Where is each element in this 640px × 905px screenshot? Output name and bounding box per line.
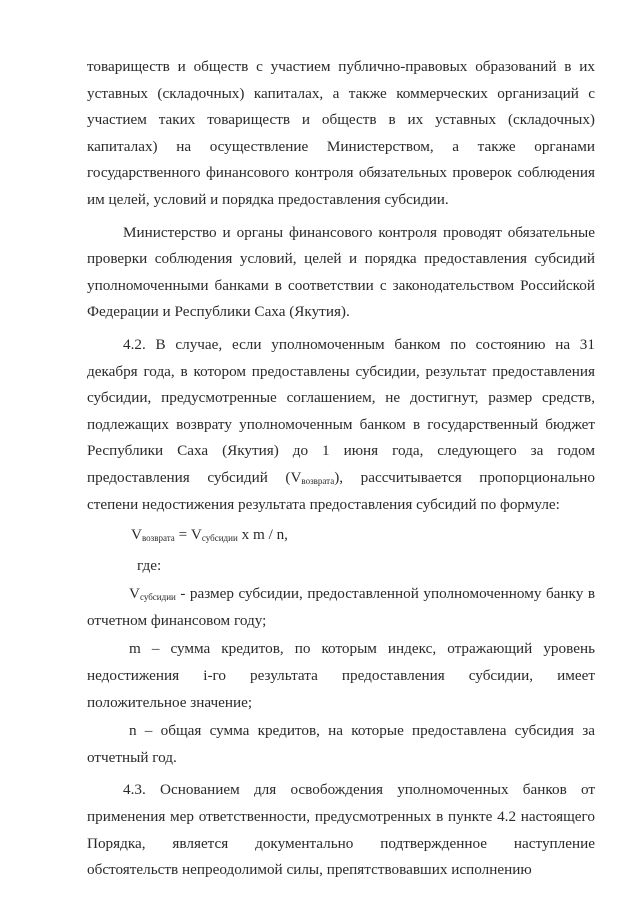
formula-subscript-subsidy: субсидии — [201, 533, 238, 544]
formula-tail: x m / n, — [237, 526, 288, 544]
definition-v-text: - размер субсидии, предоставленной уполномоченному банку в отчетном финансовом году; — [87, 585, 595, 629]
definition-v-symbol: V — [129, 585, 140, 603]
formula — [87, 522, 595, 549]
formula-where-label: где: — [137, 556, 162, 574]
definition-n: n – общая сумма кредитов, на которые предоставлена субсидия за отчетный год. — [87, 722, 595, 766]
formula-subscript-return: возврата — [141, 533, 175, 544]
definition-v-subscript: субсидии — [139, 592, 176, 603]
paragraph-4-2 — [87, 332, 595, 518]
definition-v-subsidy — [87, 581, 595, 634]
formula-equals-v: = V — [174, 526, 202, 544]
formula-v-return: V — [131, 526, 142, 544]
subscript-vozvrata: возврата — [301, 475, 335, 486]
document-body — [87, 54, 595, 884]
paragraph-4-2-text-before: 4.2. В случае, если уполномоченным банком по состоянию на 31 декабря года, в котором предоставлены субсидии, результат предоставления субсидии, предусмотренные соглашением, не достигнут, размер средств, подлежащих возврату уполномоченным банком в государственный бюджет Республики Саха (Якутия) до 1 июня года, следующего за годом предоставления субсидий (V — [87, 335, 595, 486]
paragraph-continuation: товариществ и обществ с участием публично-правовых образований в их уставных (складочных) капиталах, а также коммерческих организаций с участием таких товариществ и обществ в их уставных (складочных) капиталах) на осуществление Министерством, а также органами государственного финансового контроля обязательных проверок соблюдения им целей, условий и порядка предоставления субсидии. — [87, 58, 595, 208]
definition-m: m – сумма кредитов, по которым индекс, отражающий уровень недостижения i-го результата предоставления субсидии, имеет положительное значение; — [87, 640, 595, 711]
paragraph-4-2-text-after: ), рассчитывается пропорционально степени недостижения результата предоставления субсидий по формуле: — [87, 468, 595, 513]
paragraph-inspections: Министерство и органы финансового контроля проводят обязательные проверки соблюдения условий, целей и порядка предоставления субсидий уполномоченными банками в соответствии с законодательством Российской Федерации и Республики Саха (Якутия). — [87, 223, 595, 321]
paragraph-4-3: 4.3. Основанием для освобождения уполномоченных банков от применения мер ответственности, предусмотренных в пункте 4.2 настоящего Порядка, является документально подтвержденное наступление обстоятельств непреодолимой силы, препятствовавших исполнению — [87, 781, 595, 879]
